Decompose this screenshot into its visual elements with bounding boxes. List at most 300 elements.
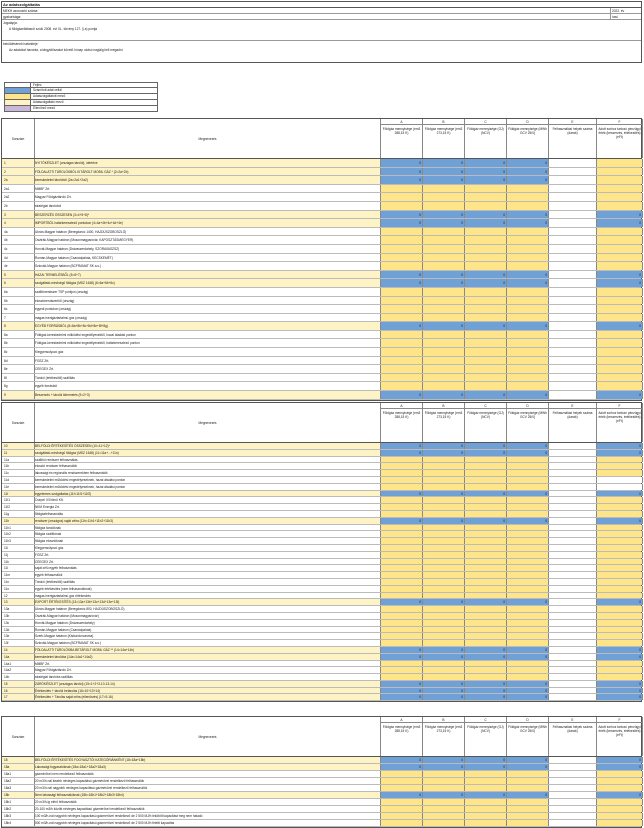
value-cell[interactable] xyxy=(597,236,643,244)
value-cell[interactable] xyxy=(597,674,643,680)
value-cell[interactable] xyxy=(423,552,465,558)
value-cell[interactable] xyxy=(507,640,549,646)
value-cell[interactable] xyxy=(423,228,465,236)
value-cell[interactable] xyxy=(423,572,465,578)
value-cell[interactable] xyxy=(381,813,423,819)
value-cell[interactable] xyxy=(597,185,643,193)
value-cell[interactable] xyxy=(507,228,549,236)
value-cell[interactable] xyxy=(423,497,465,503)
value-cell[interactable] xyxy=(597,245,643,253)
value-cell[interactable] xyxy=(507,457,549,463)
value-cell[interactable] xyxy=(597,633,643,639)
value-cell[interactable] xyxy=(597,525,643,531)
value-cell[interactable] xyxy=(423,245,465,253)
value-cell[interactable] xyxy=(597,799,643,805)
value-cell[interactable] xyxy=(507,374,549,382)
value-cell[interactable] xyxy=(465,538,507,544)
value-cell[interactable] xyxy=(597,339,643,347)
value-cell[interactable] xyxy=(381,374,423,382)
value-cell[interactable] xyxy=(381,661,423,667)
value-cell[interactable] xyxy=(423,202,465,210)
value-cell[interactable] xyxy=(507,593,549,599)
value-cell[interactable] xyxy=(423,305,465,313)
value-cell[interactable] xyxy=(507,254,549,262)
value-cell[interactable] xyxy=(507,613,549,619)
value-cell[interactable] xyxy=(465,497,507,503)
value-cell[interactable] xyxy=(465,531,507,537)
value-cell[interactable] xyxy=(597,606,643,612)
value-cell[interactable] xyxy=(381,484,423,490)
value-cell[interactable] xyxy=(465,586,507,592)
value-cell[interactable] xyxy=(423,262,465,270)
value-cell[interactable] xyxy=(507,538,549,544)
value-cell[interactable] xyxy=(465,228,507,236)
value-cell[interactable] xyxy=(423,339,465,347)
value-cell[interactable] xyxy=(507,463,549,469)
value-cell[interactable] xyxy=(507,785,549,791)
value-cell[interactable] xyxy=(507,531,549,537)
value-cell[interactable] xyxy=(507,771,549,777)
value-cell[interactable] xyxy=(507,559,549,565)
value-cell[interactable] xyxy=(381,674,423,680)
value-cell[interactable] xyxy=(465,565,507,571)
value-cell[interactable] xyxy=(423,674,465,680)
value-cell[interactable] xyxy=(465,674,507,680)
value-cell[interactable] xyxy=(507,633,549,639)
value-cell[interactable] xyxy=(465,778,507,784)
value-cell[interactable] xyxy=(597,305,643,313)
value-cell[interactable] xyxy=(423,477,465,483)
value-cell[interactable] xyxy=(507,545,549,551)
value-cell[interactable] xyxy=(381,640,423,646)
value-cell[interactable] xyxy=(465,559,507,565)
value-cell[interactable] xyxy=(597,176,643,184)
value-cell[interactable] xyxy=(465,579,507,585)
value-cell[interactable] xyxy=(423,579,465,585)
value-cell[interactable] xyxy=(381,339,423,347)
value-cell[interactable] xyxy=(423,382,465,390)
value-cell[interactable] xyxy=(381,254,423,262)
value-cell[interactable] xyxy=(597,531,643,537)
column-letter: F xyxy=(597,403,642,409)
value-cell[interactable] xyxy=(507,586,549,592)
value-cell[interactable] xyxy=(507,185,549,193)
value-cell[interactable] xyxy=(423,799,465,805)
value-cell[interactable] xyxy=(507,806,549,812)
value-cell[interactable] xyxy=(423,463,465,469)
value-cell[interactable] xyxy=(381,820,423,826)
header-legal-block xyxy=(2,20,641,41)
value-cell[interactable] xyxy=(465,236,507,244)
value-cell[interactable] xyxy=(465,457,507,463)
value-cell[interactable] xyxy=(507,820,549,826)
value-cell[interactable] xyxy=(465,661,507,667)
value-cell[interactable] xyxy=(423,314,465,322)
value-cell[interactable] xyxy=(465,484,507,490)
value-cell[interactable] xyxy=(423,813,465,819)
value-cell[interactable] xyxy=(381,185,423,193)
table-row xyxy=(2,531,641,538)
value-cell[interactable] xyxy=(381,305,423,313)
value-cell[interactable] xyxy=(507,661,549,667)
value-cell[interactable] xyxy=(423,640,465,646)
value-cell[interactable] xyxy=(597,806,643,812)
value-cell[interactable] xyxy=(465,357,507,365)
value-cell[interactable] xyxy=(597,193,643,201)
value-cell[interactable] xyxy=(381,606,423,612)
value-cell[interactable] xyxy=(423,357,465,365)
value-cell[interactable] xyxy=(381,552,423,558)
value-cell[interactable] xyxy=(381,331,423,339)
value-cell[interactable] xyxy=(507,348,549,356)
value-cell[interactable] xyxy=(423,525,465,531)
value-cell[interactable] xyxy=(465,552,507,558)
value-cell[interactable] xyxy=(597,661,643,667)
value-cell[interactable] xyxy=(381,633,423,639)
value-cell[interactable] xyxy=(507,667,549,673)
value-cell[interactable] xyxy=(423,559,465,565)
value-cell[interactable] xyxy=(381,382,423,390)
value-cell[interactable] xyxy=(423,661,465,667)
value-cell[interactable] xyxy=(597,785,643,791)
value-cell[interactable] xyxy=(597,559,643,565)
value-cell[interactable] xyxy=(597,586,643,592)
value-cell[interactable] xyxy=(465,785,507,791)
value-cell[interactable] xyxy=(465,813,507,819)
value-cell[interactable] xyxy=(507,579,549,585)
value-cell[interactable] xyxy=(381,559,423,565)
value-cell[interactable] xyxy=(465,667,507,673)
value-cell[interactable] xyxy=(597,365,643,373)
value-cell[interactable] xyxy=(597,504,643,510)
value-cell[interactable] xyxy=(381,799,423,805)
value-cell[interactable] xyxy=(507,288,549,296)
value-cell: 0 xyxy=(381,176,423,184)
value-cell[interactable] xyxy=(597,620,643,626)
value-cell[interactable] xyxy=(465,627,507,633)
value-cell[interactable] xyxy=(423,620,465,626)
value-cell[interactable] xyxy=(381,525,423,531)
value-cell[interactable] xyxy=(381,314,423,322)
value-cell[interactable] xyxy=(597,640,643,646)
value-cell[interactable] xyxy=(597,778,643,784)
value-cell[interactable] xyxy=(381,771,423,777)
value-cell[interactable] xyxy=(507,813,549,819)
value-cell[interactable] xyxy=(465,806,507,812)
value-cell[interactable] xyxy=(507,202,549,210)
value-cell[interactable] xyxy=(597,288,643,296)
value-cell[interactable] xyxy=(597,159,643,167)
value-cell[interactable] xyxy=(465,305,507,313)
value-cell[interactable] xyxy=(381,348,423,356)
value-cell[interactable] xyxy=(597,202,643,210)
value-cell[interactable] xyxy=(465,470,507,476)
legend-label: Számított adat cellái xyxy=(33,88,62,92)
value-cell[interactable] xyxy=(465,193,507,201)
value-cell[interactable] xyxy=(507,339,549,347)
value-cell[interactable] xyxy=(381,667,423,673)
value-cell[interactable] xyxy=(381,531,423,537)
value-cell[interactable] xyxy=(423,778,465,784)
value-cell[interactable] xyxy=(381,457,423,463)
value-cell[interactable] xyxy=(507,331,549,339)
value-cell[interactable] xyxy=(381,202,423,210)
value-cell[interactable] xyxy=(381,470,423,476)
row-name: 100 m3/h-nál nagyobb névleges kapacitású gázmérővel rendelkező de 2 500 MJ/h lekötött kapacitást meg nem haladó xyxy=(35,813,381,819)
value-cell[interactable] xyxy=(465,463,507,469)
value-cell[interactable] xyxy=(381,193,423,201)
value-cell[interactable] xyxy=(507,357,549,365)
value-cell xyxy=(549,348,597,356)
value-cell[interactable] xyxy=(423,820,465,826)
value-cell[interactable] xyxy=(507,236,549,244)
value-cell: 0 xyxy=(423,792,465,798)
value-cell[interactable] xyxy=(423,331,465,339)
value-cell[interactable] xyxy=(507,193,549,201)
value-cell[interactable] xyxy=(507,497,549,503)
value-cell xyxy=(549,681,597,687)
value-cell[interactable] xyxy=(597,168,643,176)
value-cell[interactable] xyxy=(381,245,423,253)
value-cell[interactable] xyxy=(381,477,423,483)
value-cell[interactable] xyxy=(597,627,643,633)
value-cell[interactable] xyxy=(381,297,423,305)
value-cell[interactable] xyxy=(507,262,549,270)
value-cell[interactable] xyxy=(507,565,549,571)
value-cell[interactable] xyxy=(465,339,507,347)
value-cell[interactable] xyxy=(597,572,643,578)
value-cell[interactable] xyxy=(465,245,507,253)
value-cell[interactable] xyxy=(597,357,643,365)
value-cell[interactable] xyxy=(423,785,465,791)
value-cell[interactable] xyxy=(465,511,507,517)
value-cell[interactable] xyxy=(507,620,549,626)
row-code: 2 xyxy=(2,168,35,176)
value-cell xyxy=(549,613,597,619)
value-cell[interactable] xyxy=(507,552,549,558)
value-cell[interactable] xyxy=(507,297,549,305)
value-cell[interactable] xyxy=(507,305,549,313)
value-cell[interactable] xyxy=(597,813,643,819)
value-cell[interactable] xyxy=(507,572,549,578)
value-cell[interactable] xyxy=(465,606,507,612)
value-cell[interactable] xyxy=(423,504,465,510)
value-cell[interactable] xyxy=(465,314,507,322)
row-name: Szlovák-Magyar határon (BCFRAMAT SK a.s.) xyxy=(35,262,381,270)
value-cell[interactable] xyxy=(423,586,465,592)
value-cell: 0 xyxy=(507,764,549,770)
row-name: Tárolói (értékesítői) szállítás xyxy=(35,579,381,585)
row-code: 13f xyxy=(2,640,35,646)
value-cell[interactable] xyxy=(465,477,507,483)
value-cell[interactable] xyxy=(507,674,549,680)
value-cell[interactable] xyxy=(507,245,549,253)
value-cell[interactable] xyxy=(507,799,549,805)
value-cell[interactable] xyxy=(507,365,549,373)
value-cell[interactable] xyxy=(597,497,643,503)
value-cell[interactable] xyxy=(423,374,465,382)
value-cell[interactable] xyxy=(381,262,423,270)
value-cell[interactable] xyxy=(423,297,465,305)
row-name: elosztó rendszer felhasználók xyxy=(35,463,381,469)
value-cell[interactable] xyxy=(381,511,423,517)
value-cell[interactable] xyxy=(423,457,465,463)
value-cell[interactable] xyxy=(507,511,549,517)
value-cell[interactable] xyxy=(381,545,423,551)
value-cell[interactable] xyxy=(423,593,465,599)
value-cell[interactable] xyxy=(465,633,507,639)
value-cell[interactable] xyxy=(597,545,643,551)
table-row xyxy=(2,339,641,348)
value-cell[interactable] xyxy=(423,185,465,193)
value-cell[interactable] xyxy=(465,771,507,777)
value-cell[interactable] xyxy=(597,382,643,390)
value-cell[interactable] xyxy=(423,627,465,633)
value-cell[interactable] xyxy=(423,771,465,777)
value-cell[interactable] xyxy=(465,331,507,339)
value-cell[interactable] xyxy=(423,236,465,244)
row-name: NKM Energia Zrt. xyxy=(35,504,381,510)
row-code: 18b4 xyxy=(2,820,35,826)
value-cell[interactable] xyxy=(381,627,423,633)
value-cell[interactable] xyxy=(381,357,423,365)
value-cell[interactable] xyxy=(507,314,549,322)
value-cell[interactable] xyxy=(465,374,507,382)
value-cell xyxy=(549,450,597,456)
value-cell[interactable] xyxy=(597,374,643,382)
value-cell[interactable] xyxy=(597,314,643,322)
value-cell[interactable] xyxy=(597,254,643,262)
value-cell[interactable] xyxy=(423,667,465,673)
value-cell[interactable] xyxy=(465,525,507,531)
value-cell[interactable] xyxy=(423,606,465,612)
value-cell[interactable] xyxy=(465,820,507,826)
value-cell[interactable] xyxy=(381,579,423,585)
value-cell[interactable] xyxy=(423,613,465,619)
value-cell[interactable] xyxy=(597,593,643,599)
value-cell[interactable] xyxy=(381,593,423,599)
value-cell[interactable] xyxy=(507,525,549,531)
value-cell[interactable] xyxy=(423,806,465,812)
value-cell[interactable] xyxy=(423,531,465,537)
value-cell[interactable] xyxy=(423,538,465,544)
value-cell[interactable] xyxy=(507,470,549,476)
table-row xyxy=(2,279,641,288)
value-cell[interactable] xyxy=(381,538,423,544)
value-cell[interactable] xyxy=(381,236,423,244)
value-cell[interactable] xyxy=(423,484,465,490)
value-cell[interactable] xyxy=(423,254,465,262)
value-cell[interactable] xyxy=(507,484,549,490)
value-cell: 0 xyxy=(423,688,465,694)
table-row xyxy=(2,484,641,491)
value-cell[interactable] xyxy=(507,627,549,633)
value-cell[interactable] xyxy=(465,185,507,193)
value-cell[interactable] xyxy=(597,511,643,517)
value-cell[interactable] xyxy=(381,463,423,469)
value-cell[interactable] xyxy=(597,552,643,558)
value-cell[interactable] xyxy=(381,613,423,619)
value-cell[interactable] xyxy=(507,606,549,612)
value-cell[interactable] xyxy=(423,545,465,551)
value-cell[interactable] xyxy=(381,228,423,236)
value-cell[interactable] xyxy=(465,620,507,626)
value-cell[interactable] xyxy=(597,297,643,305)
header-legal-text: A földgázellátásról szóló 2008. évi XL. törvény 127. § a) pontja xyxy=(9,27,98,31)
value-cell[interactable] xyxy=(597,579,643,585)
value-cell[interactable] xyxy=(423,193,465,201)
value-cell[interactable] xyxy=(507,504,549,510)
value-cell[interactable] xyxy=(465,613,507,619)
value-cell[interactable] xyxy=(597,228,643,236)
value-cell[interactable] xyxy=(465,640,507,646)
value-cell[interactable] xyxy=(597,565,643,571)
value-cell[interactable] xyxy=(381,620,423,626)
value-cell[interactable] xyxy=(465,365,507,373)
value-cell[interactable] xyxy=(465,288,507,296)
value-cell[interactable] xyxy=(597,538,643,544)
value-cell xyxy=(549,159,597,167)
value-cell[interactable] xyxy=(423,633,465,639)
value-cell[interactable] xyxy=(465,572,507,578)
value-cell[interactable] xyxy=(381,288,423,296)
value-cell[interactable] xyxy=(465,297,507,305)
value-cell[interactable] xyxy=(597,262,643,270)
value-cell[interactable] xyxy=(597,470,643,476)
value-cell[interactable] xyxy=(597,667,643,673)
value-cell[interactable] xyxy=(381,565,423,571)
row-name: Kiegyensúlyozó gáz xyxy=(35,348,381,356)
value-cell[interactable] xyxy=(597,331,643,339)
value-cell[interactable] xyxy=(507,778,549,784)
value-cell[interactable] xyxy=(381,778,423,784)
value-cell[interactable] xyxy=(381,504,423,510)
value-cell xyxy=(549,764,597,770)
value-cell[interactable] xyxy=(423,365,465,373)
value-cell[interactable] xyxy=(381,497,423,503)
value-cell[interactable] xyxy=(465,382,507,390)
value-cell[interactable] xyxy=(507,382,549,390)
column-title: Földgáz mennyisége (em3 288,15 K) xyxy=(382,725,421,733)
value-cell[interactable] xyxy=(465,799,507,805)
value-cell[interactable] xyxy=(465,254,507,262)
value-cell[interactable] xyxy=(423,470,465,476)
value-cell[interactable] xyxy=(465,545,507,551)
value-cell[interactable] xyxy=(423,288,465,296)
value-cell[interactable] xyxy=(423,565,465,571)
value-cell[interactable] xyxy=(465,202,507,210)
table-row xyxy=(2,785,641,792)
value-cell[interactable] xyxy=(465,593,507,599)
value-cell[interactable] xyxy=(381,572,423,578)
value-cell[interactable] xyxy=(597,463,643,469)
value-cell[interactable] xyxy=(507,477,549,483)
value-cell[interactable] xyxy=(381,806,423,812)
value-cell[interactable] xyxy=(381,365,423,373)
value-cell[interactable] xyxy=(597,457,643,463)
value-cell[interactable] xyxy=(597,348,643,356)
value-cell[interactable] xyxy=(597,771,643,777)
value-cell[interactable] xyxy=(381,785,423,791)
value-cell[interactable] xyxy=(597,613,643,619)
value-cell[interactable] xyxy=(465,348,507,356)
value-cell[interactable] xyxy=(423,348,465,356)
value-cell[interactable] xyxy=(423,511,465,517)
value-cell[interactable] xyxy=(465,262,507,270)
value-cell[interactable] xyxy=(465,504,507,510)
value-cell[interactable] xyxy=(381,586,423,592)
value-cell[interactable] xyxy=(597,820,643,826)
